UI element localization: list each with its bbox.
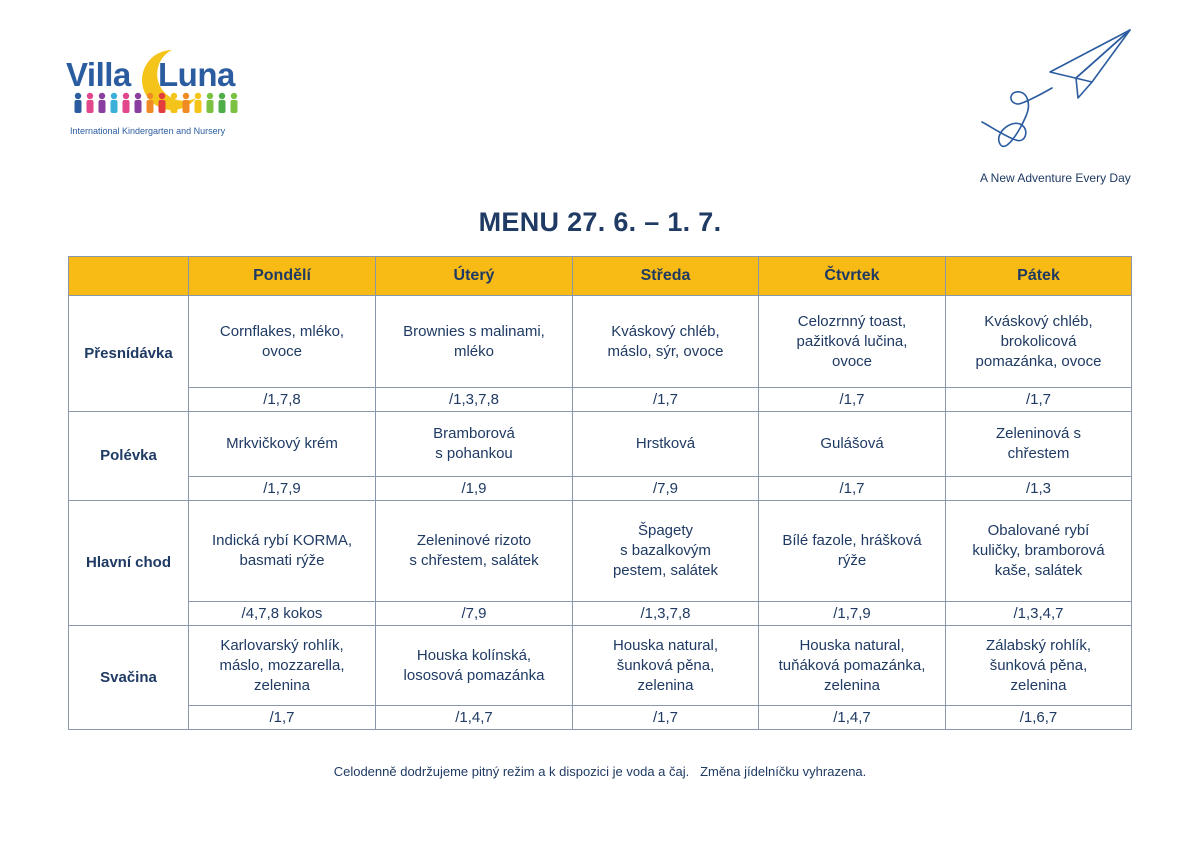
children-figures-icon bbox=[72, 92, 240, 114]
meal-cell: Gulášová bbox=[759, 412, 946, 477]
allergen-cell: /1,4,7 bbox=[759, 706, 946, 730]
header-day: Středa bbox=[573, 257, 759, 296]
meal-cell: Zálabský rohlík, šunková pěna, zelenina bbox=[946, 626, 1132, 706]
table-header-row bbox=[69, 257, 1132, 296]
allergen-row bbox=[69, 706, 1132, 730]
header-day: Pondělí bbox=[189, 257, 376, 296]
menu-table bbox=[68, 256, 1132, 730]
allergen-cell: /4,7,8 kokos bbox=[189, 602, 376, 626]
allergen-row bbox=[69, 388, 1132, 412]
allergen-row bbox=[69, 602, 1132, 626]
allergen-row bbox=[69, 477, 1132, 501]
allergen-cell: /1,3,7,8 bbox=[376, 388, 573, 412]
meal-cell: Zeleninové rizoto s chřestem, salátek bbox=[376, 501, 573, 602]
allergen-cell: /1,3 bbox=[946, 477, 1132, 501]
meal-cell: Špagety s bazalkovým pestem, salátek bbox=[573, 501, 759, 602]
meal-cell: Bílé fazole, hrášková rýže bbox=[759, 501, 946, 602]
allergen-cell: /1,9 bbox=[376, 477, 573, 501]
allergen-cell: /1,7 bbox=[573, 388, 759, 412]
header-day: Čtvrtek bbox=[759, 257, 946, 296]
allergen-cell: /1,7 bbox=[189, 706, 376, 730]
allergen-cell: /1,6,7 bbox=[946, 706, 1132, 730]
allergen-cell: /1,7 bbox=[573, 706, 759, 730]
meal-cell: Houska kolínská, lososová pomazánka bbox=[376, 626, 573, 706]
footer-note: Celodenně dodržujeme pitný režim a k dispozici je voda a čaj. Změna jídelníčku vyhrazena. bbox=[333, 764, 867, 779]
allergen-cell: /1,3,4,7 bbox=[946, 602, 1132, 626]
meal-cell: Indická rybí KORMA, basmati rýže bbox=[189, 501, 376, 602]
header-empty-cell bbox=[69, 257, 189, 296]
allergen-cell: /1,7,9 bbox=[759, 602, 946, 626]
logo-word-villa: Villa bbox=[66, 56, 131, 93]
allergen-cell: /1,3,7,8 bbox=[573, 602, 759, 626]
meal-cell: Hrstková bbox=[573, 412, 759, 477]
meal-cell: Cornflakes, mléko, ovoce bbox=[189, 296, 376, 388]
meal-label: Přesnídávka bbox=[69, 296, 189, 412]
meal-cell: Kváskový chléb, máslo, sýr, ovoce bbox=[573, 296, 759, 388]
meal-row bbox=[69, 501, 1132, 602]
meal-label: Svačina bbox=[69, 626, 189, 730]
meal-cell: Houska natural, tuňáková pomazánka, zelenina bbox=[759, 626, 946, 706]
meal-cell: Houska natural, šunková pěna, zelenina bbox=[573, 626, 759, 706]
meal-label: Polévka bbox=[69, 412, 189, 501]
paper-plane-icon bbox=[980, 26, 1135, 161]
meal-cell: Bramborová s pohankou bbox=[376, 412, 573, 477]
logo-tagline: International Kindergarten and Nursery bbox=[70, 126, 226, 136]
allergen-cell: /7,9 bbox=[573, 477, 759, 501]
allergen-cell: /1,7 bbox=[759, 477, 946, 501]
allergen-cell: /1,7,9 bbox=[189, 477, 376, 501]
meal-cell: Zeleninová s chřestem bbox=[946, 412, 1132, 477]
meal-row bbox=[69, 412, 1132, 477]
meal-cell: Kváskový chléb, brokolicová pomazánka, ovoce bbox=[946, 296, 1132, 388]
meal-cell: Brownies s malinami, mléko bbox=[376, 296, 573, 388]
allergen-cell: /1,4,7 bbox=[376, 706, 573, 730]
meal-cell: Celozrnný toast, pažitková lučina, ovoce bbox=[759, 296, 946, 388]
villa-luna-logo bbox=[66, 46, 256, 146]
header-day: Úterý bbox=[376, 257, 573, 296]
meal-row bbox=[69, 626, 1132, 706]
meal-cell: Mrkvičkový krém bbox=[189, 412, 376, 477]
page-title: MENU 27. 6. – 1. 7. bbox=[478, 207, 722, 237]
meal-row bbox=[69, 296, 1132, 388]
slogan: A New Adventure Every Day bbox=[980, 171, 1131, 185]
allergen-cell: /1,7 bbox=[759, 388, 946, 412]
meal-cell: Obalované rybí kuličky, bramborová kaše, salátek bbox=[946, 501, 1132, 602]
allergen-cell: /1,7 bbox=[946, 388, 1132, 412]
allergen-cell: /1,7,8 bbox=[189, 388, 376, 412]
meal-label: Hlavní chod bbox=[69, 501, 189, 626]
meal-cell: Karlovarský rohlík, máslo, mozzarella, zelenina bbox=[189, 626, 376, 706]
logo-word-luna: Luna bbox=[158, 56, 235, 93]
allergen-cell: /7,9 bbox=[376, 602, 573, 626]
header-day: Pátek bbox=[946, 257, 1132, 296]
